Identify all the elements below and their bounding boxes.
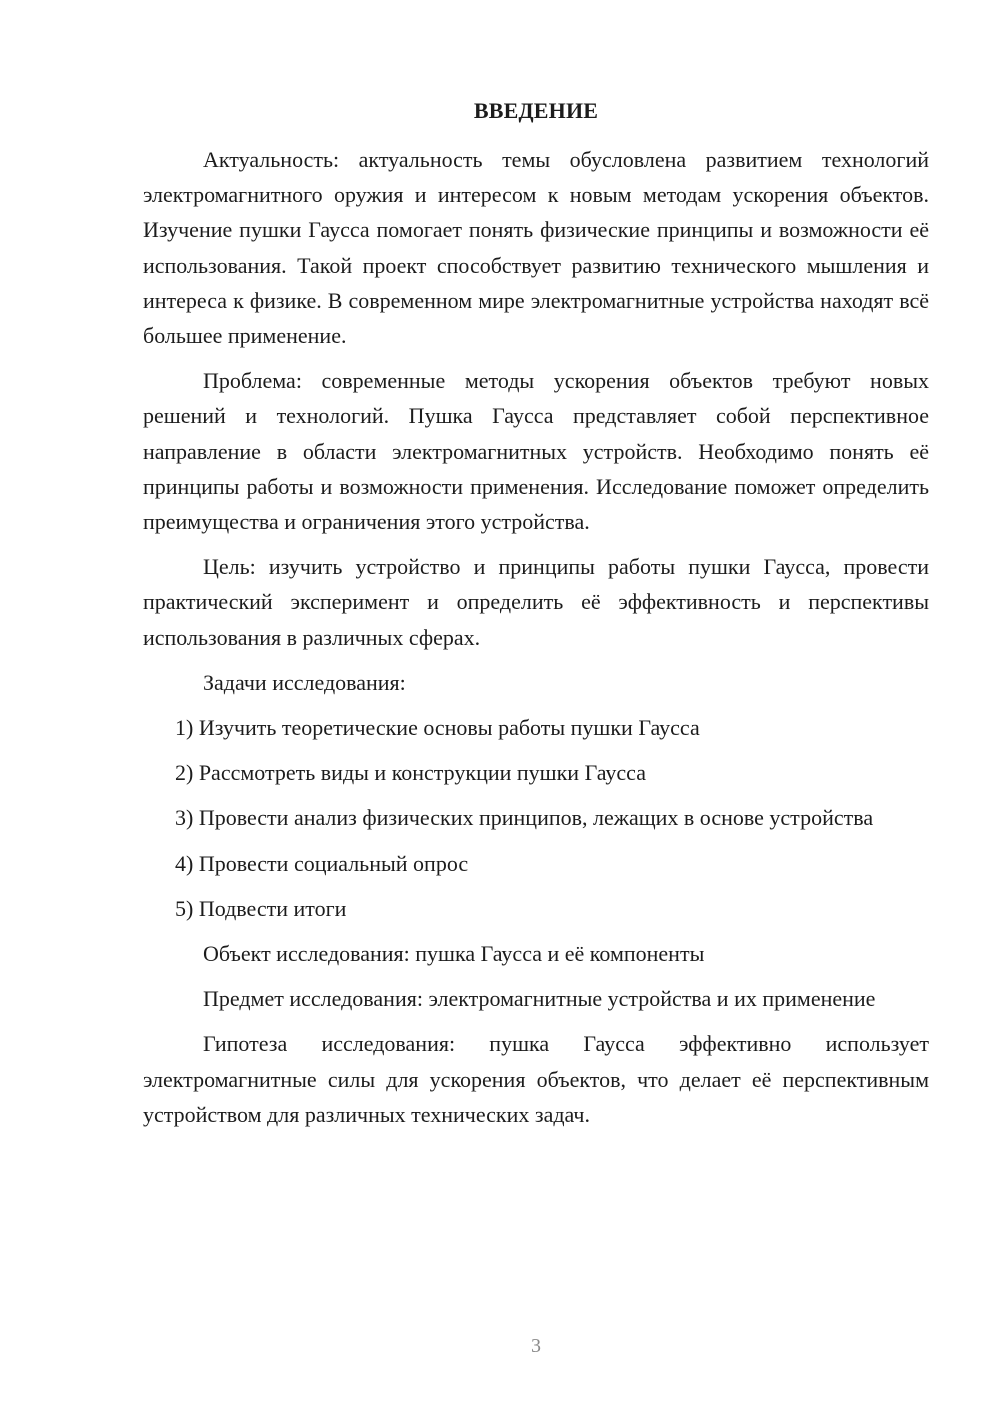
paragraph-goal: Цель: изучить устройство и принципы работы пушки Гаусса, провести практический эксперимент и определить её эффективность и перспективы использования в различных сферах. [143, 554, 929, 650]
task-item-2: 2) Рассмотреть виды и конструкции пушки Гаусса [175, 760, 646, 786]
paragraph-relevance: Актуальность: актуальность темы обусловлена развитием технологий электромагнитного оружия и интересом к новым методам ускорения объектов. Изучение пушки Гаусса помогает понять физические принципы и возможности её использования. Такой проект способствует развитию технического мышления и интереса к физике. В современном мире электромагнитные устройства находят всё большее применение. [143, 147, 929, 349]
paragraph-subject: Предмет исследования: электромагнитные устройства и их применение [203, 986, 876, 1012]
document-body [143, 142, 929, 1142]
paragraph-problem: Проблема: современные методы ускорения объектов требуют новых решений и технологий. Пушка Гаусса представляет собой перспективное направление в области электромагнитных устройств. Необходимо понять её принципы работы и возможности применения. Исследование поможет определить преимущества и ограничения этого устройства. [143, 368, 929, 535]
page-number: 3 [531, 1335, 541, 1357]
task-item-3: 3) Провести анализ физических принципов, лежащих в основе устройства [175, 805, 874, 831]
paragraph-object: Объект исследования: пушка Гаусса и её компоненты [203, 941, 705, 967]
task-item-4: 4) Провести социальный опрос [175, 850, 469, 876]
tasks-heading: Задачи исследования: [203, 669, 406, 695]
paragraph-hypothesis: Гипотеза исследования: пушка Гаусса эффективно использует электромагнитные силы для ускорения объектов, что делает её перспективным устройством для различных технических задач. [143, 1031, 929, 1127]
task-item-5: 5) Подвести итоги [175, 895, 347, 921]
task-item-1: 1) Изучить теоретические основы работы пушки Гаусса [175, 715, 700, 741]
page-title: ВВЕДЕНИЕ [473, 98, 599, 123]
